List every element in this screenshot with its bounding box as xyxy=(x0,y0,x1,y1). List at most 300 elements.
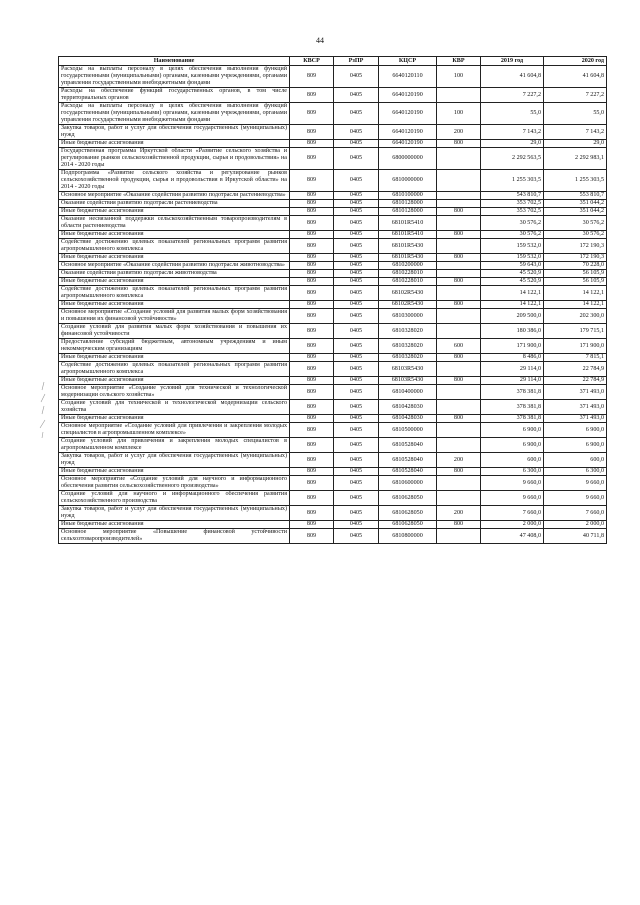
row-kvsr-cell: 809 xyxy=(290,438,334,453)
row-2019-cell: 47 408,0 xyxy=(481,529,544,544)
row-2020-cell: 7 660,0 xyxy=(544,506,607,521)
row-rzpr-cell: 0405 xyxy=(334,286,379,301)
table-row xyxy=(59,324,607,339)
table-row xyxy=(59,192,607,200)
row-kvsr-cell: 809 xyxy=(290,491,334,506)
row-2020-cell: 30 576,2 xyxy=(544,216,607,231)
row-name-cell: Иные бюджетные ассигнования xyxy=(59,231,290,239)
row-kcsr-cell: 6810228010 xyxy=(379,278,437,286)
row-2019-cell: 600,0 xyxy=(481,453,544,468)
row-2019-cell: 29,0 xyxy=(481,140,544,148)
row-name-cell: Содействие достижению целевых показателей региональных программ развития агропромышленного комплекса xyxy=(59,239,290,254)
row-kvsr-cell: 809 xyxy=(290,239,334,254)
row-kvsr-cell: 809 xyxy=(290,192,334,200)
row-2019-cell: 30 576,2 xyxy=(481,231,544,239)
row-rzpr-cell: 0405 xyxy=(334,200,379,208)
table-header-row xyxy=(59,57,607,66)
table-row xyxy=(59,468,607,476)
row-name-cell: Создание условий для технической и технологической модернизации сельского хозяйства xyxy=(59,400,290,415)
row-kvsr-cell: 809 xyxy=(290,309,334,324)
row-kvr-cell: 800 xyxy=(437,140,481,148)
table-row xyxy=(59,103,607,125)
row-kvr-cell xyxy=(437,438,481,453)
row-rzpr-cell: 0405 xyxy=(334,400,379,415)
row-kcsr-cell: 6810228010 xyxy=(379,270,437,278)
row-name-cell: Расходы на выплаты персоналу в целях обеспечения выполнения функций государственными (муниципальными) органами, казенными учреждениями, органами управления государственными внебюджетными фондами xyxy=(59,103,290,125)
row-2020-cell: 600,0 xyxy=(544,453,607,468)
column-header-kvr: КВР xyxy=(437,57,481,66)
row-kcsr-cell: 6810428030 xyxy=(379,415,437,423)
row-2020-cell: 6 900,0 xyxy=(544,438,607,453)
row-kcsr-cell: 6810100000 xyxy=(379,192,437,200)
row-2019-cell: 41 604,8 xyxy=(481,66,544,88)
table-row xyxy=(59,400,607,415)
row-kcsr-cell: 6810528040 xyxy=(379,453,437,468)
row-kvsr-cell: 809 xyxy=(290,453,334,468)
row-kcsr-cell: 6810328020 xyxy=(379,324,437,339)
row-2019-cell: 55,0 xyxy=(481,103,544,125)
row-kcsr-cell: 68101R5430 xyxy=(379,254,437,262)
row-kvsr-cell: 809 xyxy=(290,476,334,491)
row-kvsr-cell: 809 xyxy=(290,216,334,231)
row-kvsr-cell: 809 xyxy=(290,415,334,423)
row-rzpr-cell: 0405 xyxy=(334,377,379,385)
row-2020-cell: 14 122,1 xyxy=(544,301,607,309)
row-2020-cell: 2 292 983,1 xyxy=(544,148,607,170)
table-row xyxy=(59,66,607,88)
row-kvr-cell xyxy=(437,324,481,339)
row-name-cell: Иные бюджетные ассигнования xyxy=(59,377,290,385)
row-2019-cell: 1 255 303,5 xyxy=(481,170,544,192)
row-kvr-cell xyxy=(437,170,481,192)
table-row xyxy=(59,270,607,278)
row-kcsr-cell: 6810328020 xyxy=(379,339,437,354)
row-name-cell: Основное мероприятие «Создание условий для научного и информационного обеспечения развития сельскохозяйственного производства» xyxy=(59,476,290,491)
row-2020-cell: 70 228,0 xyxy=(544,262,607,270)
row-rzpr-cell: 0405 xyxy=(334,415,379,423)
row-kvsr-cell: 809 xyxy=(290,231,334,239)
row-rzpr-cell: 0405 xyxy=(334,468,379,476)
row-rzpr-cell: 0405 xyxy=(334,148,379,170)
row-2020-cell: 7 227,2 xyxy=(544,88,607,103)
row-kvsr-cell: 809 xyxy=(290,377,334,385)
row-kvr-cell: 200 xyxy=(437,506,481,521)
row-2019-cell: 171 900,0 xyxy=(481,339,544,354)
row-rzpr-cell: 0405 xyxy=(334,88,379,103)
row-kvr-cell: 800 xyxy=(437,231,481,239)
row-name-cell: Содействие достижению целевых показателей региональных программ развития агропромышленного комплекса xyxy=(59,286,290,301)
row-kvr-cell xyxy=(437,88,481,103)
row-2019-cell: 14 122,1 xyxy=(481,286,544,301)
row-2019-cell: 45 520,9 xyxy=(481,270,544,278)
row-name-cell: Расходы на выплаты персоналу в целях обеспечения выполнения функций государственными (муниципальными) органами, казенными учреждениями, органами управления государственными внебюджетными фондами xyxy=(59,66,290,88)
row-2019-cell: 353 702,5 xyxy=(481,200,544,208)
row-kvr-cell xyxy=(437,200,481,208)
table-row xyxy=(59,286,607,301)
margin-scribble xyxy=(36,380,50,440)
row-2019-cell: 378 381,8 xyxy=(481,415,544,423)
row-rzpr-cell: 0405 xyxy=(334,309,379,324)
table-row xyxy=(59,301,607,309)
row-2020-cell: 29,0 xyxy=(544,140,607,148)
row-kvr-cell: 100 xyxy=(437,66,481,88)
row-rzpr-cell: 0405 xyxy=(334,491,379,506)
row-2019-cell: 45 520,9 xyxy=(481,278,544,286)
row-2020-cell: 9 660,0 xyxy=(544,491,607,506)
table-row xyxy=(59,170,607,192)
row-rzpr-cell: 0405 xyxy=(334,254,379,262)
row-kvsr-cell: 809 xyxy=(290,66,334,88)
row-2019-cell: 543 810,7 xyxy=(481,192,544,200)
row-rzpr-cell: 0405 xyxy=(334,192,379,200)
row-kcsr-cell: 6810300000 xyxy=(379,309,437,324)
row-kcsr-cell: 6810600000 xyxy=(379,476,437,491)
row-rzpr-cell: 0405 xyxy=(334,231,379,239)
table-row xyxy=(59,377,607,385)
row-2020-cell: 351 044,2 xyxy=(544,200,607,208)
row-kvr-cell: 800 xyxy=(437,415,481,423)
row-2020-cell: 371 493,0 xyxy=(544,385,607,400)
row-rzpr-cell: 0405 xyxy=(334,125,379,140)
row-kvsr-cell: 809 xyxy=(290,170,334,192)
row-kvr-cell: 800 xyxy=(437,254,481,262)
row-2019-cell: 159 532,0 xyxy=(481,254,544,262)
row-rzpr-cell: 0405 xyxy=(334,453,379,468)
table-row xyxy=(59,521,607,529)
row-name-cell: Закупка товаров, работ и услуг для обеспечения государственных (муниципальных) нужд xyxy=(59,506,290,521)
row-2019-cell: 6 900,0 xyxy=(481,423,544,438)
row-2019-cell: 30 576,2 xyxy=(481,216,544,231)
row-kvsr-cell: 809 xyxy=(290,324,334,339)
row-kvsr-cell: 809 xyxy=(290,125,334,140)
row-2020-cell: 6 900,0 xyxy=(544,423,607,438)
row-name-cell: Подпрограмма «Развитие сельского хозяйства и регулирование рынков сельскохозяйственной продукции, сырья и продовольствия в Иркутской области» на 2014 - 2020 годы xyxy=(59,170,290,192)
table-row xyxy=(59,148,607,170)
row-kvr-cell: 800 xyxy=(437,521,481,529)
row-name-cell: Создание условий для привлечения и закрепления молодых специалистов в агропромышленном комплексе xyxy=(59,438,290,453)
row-rzpr-cell: 0405 xyxy=(334,506,379,521)
row-2019-cell: 378 381,8 xyxy=(481,385,544,400)
row-kcsr-cell: 6640120190 xyxy=(379,103,437,125)
column-header-name: Наименование xyxy=(59,57,290,66)
table-row xyxy=(59,140,607,148)
row-rzpr-cell: 0405 xyxy=(334,354,379,362)
table-row xyxy=(59,125,607,140)
row-kvsr-cell: 809 xyxy=(290,148,334,170)
row-kvr-cell: 800 xyxy=(437,377,481,385)
row-2020-cell: 22 784,9 xyxy=(544,377,607,385)
row-rzpr-cell: 0405 xyxy=(334,103,379,125)
table-row xyxy=(59,231,607,239)
row-rzpr-cell: 0405 xyxy=(334,262,379,270)
table-row xyxy=(59,438,607,453)
row-kvsr-cell: 809 xyxy=(290,200,334,208)
row-2019-cell: 180 386,0 xyxy=(481,324,544,339)
row-2020-cell: 22 784,9 xyxy=(544,362,607,377)
table-row xyxy=(59,278,607,286)
row-kcsr-cell: 6810628050 xyxy=(379,491,437,506)
row-2019-cell: 209 500,0 xyxy=(481,309,544,324)
row-2020-cell: 179 715,1 xyxy=(544,324,607,339)
row-2019-cell: 29 114,0 xyxy=(481,377,544,385)
row-kvsr-cell: 809 xyxy=(290,339,334,354)
table-row xyxy=(59,362,607,377)
row-rzpr-cell: 0405 xyxy=(334,476,379,491)
row-kcsr-cell: 6810628050 xyxy=(379,506,437,521)
table-row xyxy=(59,453,607,468)
row-kcsr-cell: 68101R5430 xyxy=(379,239,437,254)
row-kvr-cell: 200 xyxy=(437,125,481,140)
row-rzpr-cell: 0405 xyxy=(334,423,379,438)
row-kvsr-cell: 809 xyxy=(290,88,334,103)
row-kvsr-cell: 809 xyxy=(290,270,334,278)
row-2020-cell: 55,0 xyxy=(544,103,607,125)
row-2020-cell: 7 143,2 xyxy=(544,125,607,140)
row-kvr-cell: 200 xyxy=(437,453,481,468)
row-rzpr-cell: 0405 xyxy=(334,278,379,286)
row-kvr-cell xyxy=(437,148,481,170)
row-kvr-cell xyxy=(437,400,481,415)
row-2020-cell: 351 044,2 xyxy=(544,208,607,216)
row-rzpr-cell: 0405 xyxy=(334,301,379,309)
row-name-cell: Создание условий для научного и информационного обеспечения развития сельскохозяйственного производства xyxy=(59,491,290,506)
row-kvsr-cell: 809 xyxy=(290,506,334,521)
table-row xyxy=(59,506,607,521)
row-2019-cell: 29 114,0 xyxy=(481,362,544,377)
row-2019-cell: 6 900,0 xyxy=(481,438,544,453)
column-header-2020: 2020 год xyxy=(544,57,607,66)
row-name-cell: Закупка товаров, работ и услуг для обеспечения государственных (муниципальных) нужд xyxy=(59,453,290,468)
row-kvsr-cell: 809 xyxy=(290,254,334,262)
row-kcsr-cell: 6810328020 xyxy=(379,354,437,362)
row-rzpr-cell: 0405 xyxy=(334,529,379,544)
row-kcsr-cell: 6810128000 xyxy=(379,208,437,216)
row-kcsr-cell: 6640120190 xyxy=(379,88,437,103)
row-2019-cell: 353 702,5 xyxy=(481,208,544,216)
table-row xyxy=(59,88,607,103)
row-2019-cell: 9 660,0 xyxy=(481,491,544,506)
row-kvr-cell xyxy=(437,262,481,270)
table-row xyxy=(59,415,607,423)
row-name-cell: Предоставление субсидий бюджетным, автономным учреждениям и иным некоммерческим организациям xyxy=(59,339,290,354)
column-header-2019: 2019 год xyxy=(481,57,544,66)
row-kvr-cell: 800 xyxy=(437,208,481,216)
row-rzpr-cell: 0405 xyxy=(334,438,379,453)
row-name-cell: Основное мероприятие «Оказание содействия развитию подотрасли растениеводства» xyxy=(59,192,290,200)
row-kvsr-cell: 809 xyxy=(290,468,334,476)
row-kvr-cell: 600 xyxy=(437,339,481,354)
table-row xyxy=(59,423,607,438)
table-row xyxy=(59,476,607,491)
row-rzpr-cell: 0405 xyxy=(334,521,379,529)
row-2019-cell: 7 143,2 xyxy=(481,125,544,140)
row-name-cell: Иные бюджетные ассигнования xyxy=(59,468,290,476)
row-rzpr-cell: 0405 xyxy=(334,362,379,377)
row-kcsr-cell: 68101R5410 xyxy=(379,216,437,231)
row-name-cell: Иные бюджетные ассигнования xyxy=(59,140,290,148)
table-row xyxy=(59,239,607,254)
row-name-cell: Основное мероприятие «Повышение финансовой устойчивости сельхозтоваропроизводителей» xyxy=(59,529,290,544)
row-kvr-cell xyxy=(437,385,481,400)
table-body xyxy=(59,66,607,544)
row-name-cell: Оказание несвязанной поддержки сельскохозяйственным товаропроизводителям в области растениеводства xyxy=(59,216,290,231)
row-2019-cell: 378 381,8 xyxy=(481,400,544,415)
row-name-cell: Государственная программа Иркутской области «Развитие сельского хозяйства и регулирование рынков сельскохозяйственной продукции, сырья и продовольствия» на 2014 - 2020 годы xyxy=(59,148,290,170)
row-name-cell: Содействие достижению целевых показателей региональных программ развития агропромышленного комплекса xyxy=(59,362,290,377)
row-2019-cell: 7 660,0 xyxy=(481,506,544,521)
row-2020-cell: 56 105,9 xyxy=(544,278,607,286)
row-rzpr-cell: 0405 xyxy=(334,170,379,192)
row-kcsr-cell: 6810128000 xyxy=(379,200,437,208)
row-kcsr-cell: 68102R5430 xyxy=(379,286,437,301)
table-row xyxy=(59,200,607,208)
row-kvsr-cell: 809 xyxy=(290,140,334,148)
row-name-cell: Основное мероприятие «Оказание содействия развитию подотрасли животноводства» xyxy=(59,262,290,270)
row-kvr-cell: 800 xyxy=(437,301,481,309)
row-kcsr-cell: 6640120110 xyxy=(379,66,437,88)
row-kvsr-cell: 809 xyxy=(290,278,334,286)
row-name-cell: Расходы на обеспечение функций государственных органов, в том числе территориальных органов xyxy=(59,88,290,103)
row-name-cell: Иные бюджетные ассигнования xyxy=(59,208,290,216)
row-kvr-cell xyxy=(437,309,481,324)
row-kvr-cell xyxy=(437,216,481,231)
row-name-cell: Закупка товаров, работ и услуг для обеспечения государственных (муниципальных) нужд xyxy=(59,125,290,140)
row-2019-cell: 2 000,0 xyxy=(481,521,544,529)
row-kvr-cell xyxy=(437,270,481,278)
row-kvsr-cell: 809 xyxy=(290,208,334,216)
row-kvr-cell: 800 xyxy=(437,354,481,362)
row-name-cell: Создание условий для развития малых форм хозяйствования и повышения их финансовой устойчивости xyxy=(59,324,290,339)
row-2019-cell: 159 532,0 xyxy=(481,239,544,254)
table-row xyxy=(59,385,607,400)
table-row xyxy=(59,262,607,270)
row-2020-cell: 553 810,7 xyxy=(544,192,607,200)
row-2020-cell: 202 300,0 xyxy=(544,309,607,324)
budget-table xyxy=(58,56,607,544)
row-kcsr-cell: 6640120190 xyxy=(379,125,437,140)
row-kcsr-cell: 6810200000 xyxy=(379,262,437,270)
row-kvr-cell xyxy=(437,476,481,491)
row-2020-cell: 1 255 303,5 xyxy=(544,170,607,192)
row-name-cell: Основное мероприятие «Создание условий для развития малых форм хозяйствования и повышения их финансовой устойчивости» xyxy=(59,309,290,324)
row-2020-cell: 30 576,2 xyxy=(544,231,607,239)
row-name-cell: Иные бюджетные ассигнования xyxy=(59,354,290,362)
row-rzpr-cell: 0405 xyxy=(334,239,379,254)
row-kvsr-cell: 809 xyxy=(290,423,334,438)
row-name-cell: Основное мероприятие «Создание условий для привлечения и закрепления молодых специалистов в агропромышленном комплексе» xyxy=(59,423,290,438)
row-name-cell: Оказание содействия развитию подотрасли растениеводства xyxy=(59,200,290,208)
row-2020-cell: 371 493,0 xyxy=(544,400,607,415)
row-kvr-cell xyxy=(437,192,481,200)
row-rzpr-cell: 0405 xyxy=(334,339,379,354)
row-kvr-cell xyxy=(437,362,481,377)
table-row xyxy=(59,208,607,216)
row-name-cell: Иные бюджетные ассигнования xyxy=(59,254,290,262)
row-name-cell: Иные бюджетные ассигнования xyxy=(59,415,290,423)
table-row xyxy=(59,339,607,354)
row-rzpr-cell: 0405 xyxy=(334,140,379,148)
row-kvr-cell xyxy=(437,239,481,254)
row-2019-cell: 9 660,0 xyxy=(481,476,544,491)
row-2019-cell: 7 227,2 xyxy=(481,88,544,103)
row-2020-cell: 40 711,8 xyxy=(544,529,607,544)
row-kcsr-cell: 6810400000 xyxy=(379,385,437,400)
table-row xyxy=(59,529,607,544)
row-2020-cell: 9 660,0 xyxy=(544,476,607,491)
table-row xyxy=(59,216,607,231)
row-rzpr-cell: 0405 xyxy=(334,324,379,339)
row-2019-cell: 8 486,0 xyxy=(481,354,544,362)
row-2019-cell: 2 292 563,5 xyxy=(481,148,544,170)
row-kcsr-cell: 6810528040 xyxy=(379,468,437,476)
row-2020-cell: 172 190,3 xyxy=(544,239,607,254)
row-2020-cell: 171 900,0 xyxy=(544,339,607,354)
row-2020-cell: 172 190,3 xyxy=(544,254,607,262)
row-rzpr-cell: 0405 xyxy=(334,216,379,231)
table-row xyxy=(59,491,607,506)
row-kcsr-cell: 68103R5430 xyxy=(379,362,437,377)
row-2020-cell: 56 105,9 xyxy=(544,270,607,278)
row-2019-cell: 14 122,1 xyxy=(481,301,544,309)
row-2020-cell: 7 815,1 xyxy=(544,354,607,362)
row-kcsr-cell: 68103R5430 xyxy=(379,377,437,385)
row-2020-cell: 41 604,8 xyxy=(544,66,607,88)
row-kvsr-cell: 809 xyxy=(290,529,334,544)
page-number: 44 xyxy=(316,36,324,45)
row-kcsr-cell: 6810500000 xyxy=(379,423,437,438)
column-header-kcsr: КЦСР xyxy=(379,57,437,66)
row-name-cell: Иные бюджетные ассигнования xyxy=(59,278,290,286)
row-kvsr-cell: 809 xyxy=(290,400,334,415)
row-kvsr-cell: 809 xyxy=(290,362,334,377)
row-kcsr-cell: 6640120190 xyxy=(379,140,437,148)
row-kcsr-cell: 6810528040 xyxy=(379,438,437,453)
row-rzpr-cell: 0405 xyxy=(334,385,379,400)
row-kcsr-cell: 6810628050 xyxy=(379,521,437,529)
row-kvr-cell: 800 xyxy=(437,278,481,286)
row-2020-cell: 14 122,1 xyxy=(544,286,607,301)
row-2019-cell: 59 643,0 xyxy=(481,262,544,270)
row-kvsr-cell: 809 xyxy=(290,301,334,309)
row-2020-cell: 371 493,0 xyxy=(544,415,607,423)
row-kvr-cell xyxy=(437,423,481,438)
row-kvr-cell: 800 xyxy=(437,468,481,476)
row-2019-cell: 6 300,0 xyxy=(481,468,544,476)
row-kvsr-cell: 809 xyxy=(290,103,334,125)
table-row xyxy=(59,354,607,362)
row-kvsr-cell: 809 xyxy=(290,286,334,301)
row-kcsr-cell: 6800000000 xyxy=(379,148,437,170)
row-rzpr-cell: 0405 xyxy=(334,208,379,216)
row-kvr-cell xyxy=(437,491,481,506)
row-kcsr-cell: 6810800000 xyxy=(379,529,437,544)
row-name-cell: Иные бюджетные ассигнования xyxy=(59,301,290,309)
row-rzpr-cell: 0405 xyxy=(334,66,379,88)
row-kvsr-cell: 809 xyxy=(290,354,334,362)
row-2020-cell: 6 300,0 xyxy=(544,468,607,476)
row-name-cell: Иные бюджетные ассигнования xyxy=(59,521,290,529)
row-2020-cell: 2 000,0 xyxy=(544,521,607,529)
row-rzpr-cell: 0405 xyxy=(334,270,379,278)
row-kcsr-cell: 6810428030 xyxy=(379,400,437,415)
row-kcsr-cell: 68101R5410 xyxy=(379,231,437,239)
column-header-rzpr: РзПР xyxy=(334,57,379,66)
row-kvr-cell: 100 xyxy=(437,103,481,125)
row-kvsr-cell: 809 xyxy=(290,521,334,529)
row-kvr-cell xyxy=(437,286,481,301)
table-row xyxy=(59,309,607,324)
column-header-kvsr: КВСР xyxy=(290,57,334,66)
